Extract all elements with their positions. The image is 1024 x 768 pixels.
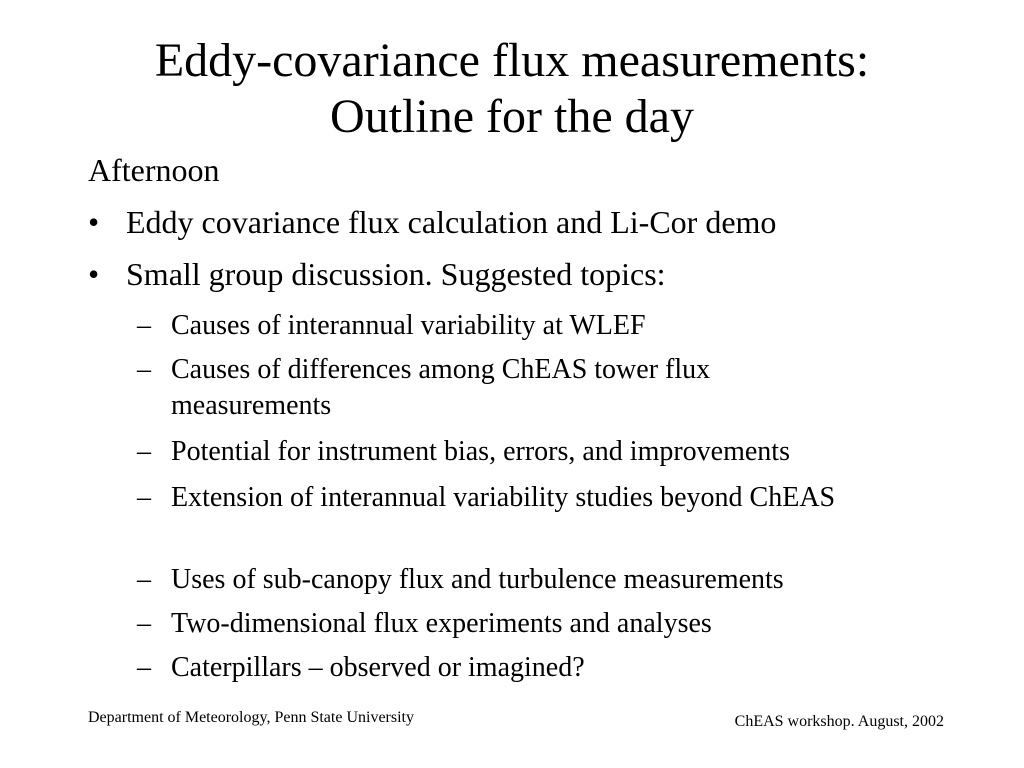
dash-marker: – — [137, 564, 151, 595]
dash-marker: – — [137, 608, 151, 639]
dash-marker: – — [137, 310, 151, 341]
sub-item — [137, 434, 937, 470]
sub-item-text: Potential for instrument bias, errors, and improvements — [171, 436, 790, 467]
sub-item-text: Causes of differences among ChEAS tower flux measurements — [171, 354, 711, 421]
sub-item — [137, 308, 937, 344]
slide-title — [40, 33, 984, 145]
footer-workshop: ChEAS workshop. August, 2002 — [734, 713, 944, 730]
section-heading-afternoon: Afternoon — [88, 152, 220, 188]
sub-item-text: Extension of interannual variability studies beyond ChEAS — [171, 482, 836, 513]
title-line-2: Outline for the day — [330, 90, 694, 143]
dash-marker: – — [137, 436, 151, 467]
bullet-text: Eddy covariance flux calculation and Li-Cor demo — [126, 204, 777, 240]
dash-marker: – — [137, 354, 151, 385]
sub-item — [137, 480, 877, 516]
sub-item-text: Caterpillars – observed or imagined? — [171, 652, 585, 683]
sub-item-text: Two-dimensional flux experiments and analyses — [171, 608, 712, 639]
bullet-text: Small group discussion. Suggested topics: — [126, 256, 666, 292]
sub-item — [137, 606, 937, 642]
bullet-marker: • — [88, 256, 100, 292]
sub-item-text: Uses of sub-canopy flux and turbulence measurements — [171, 564, 784, 595]
sub-item — [137, 352, 837, 424]
dash-marker: – — [137, 482, 151, 513]
sub-item-text: Causes of interannual variability at WLEF — [171, 310, 646, 341]
dash-marker: – — [137, 652, 151, 683]
sub-item — [137, 650, 937, 686]
bullet-item — [88, 202, 776, 242]
footer-department: Department of Meteorology, Penn State University — [88, 709, 414, 726]
bullet-item — [88, 254, 666, 294]
bullet-marker: • — [88, 204, 100, 240]
sub-item — [137, 562, 937, 598]
title-line-1: Eddy-covariance flux measurements: — [154, 34, 870, 87]
